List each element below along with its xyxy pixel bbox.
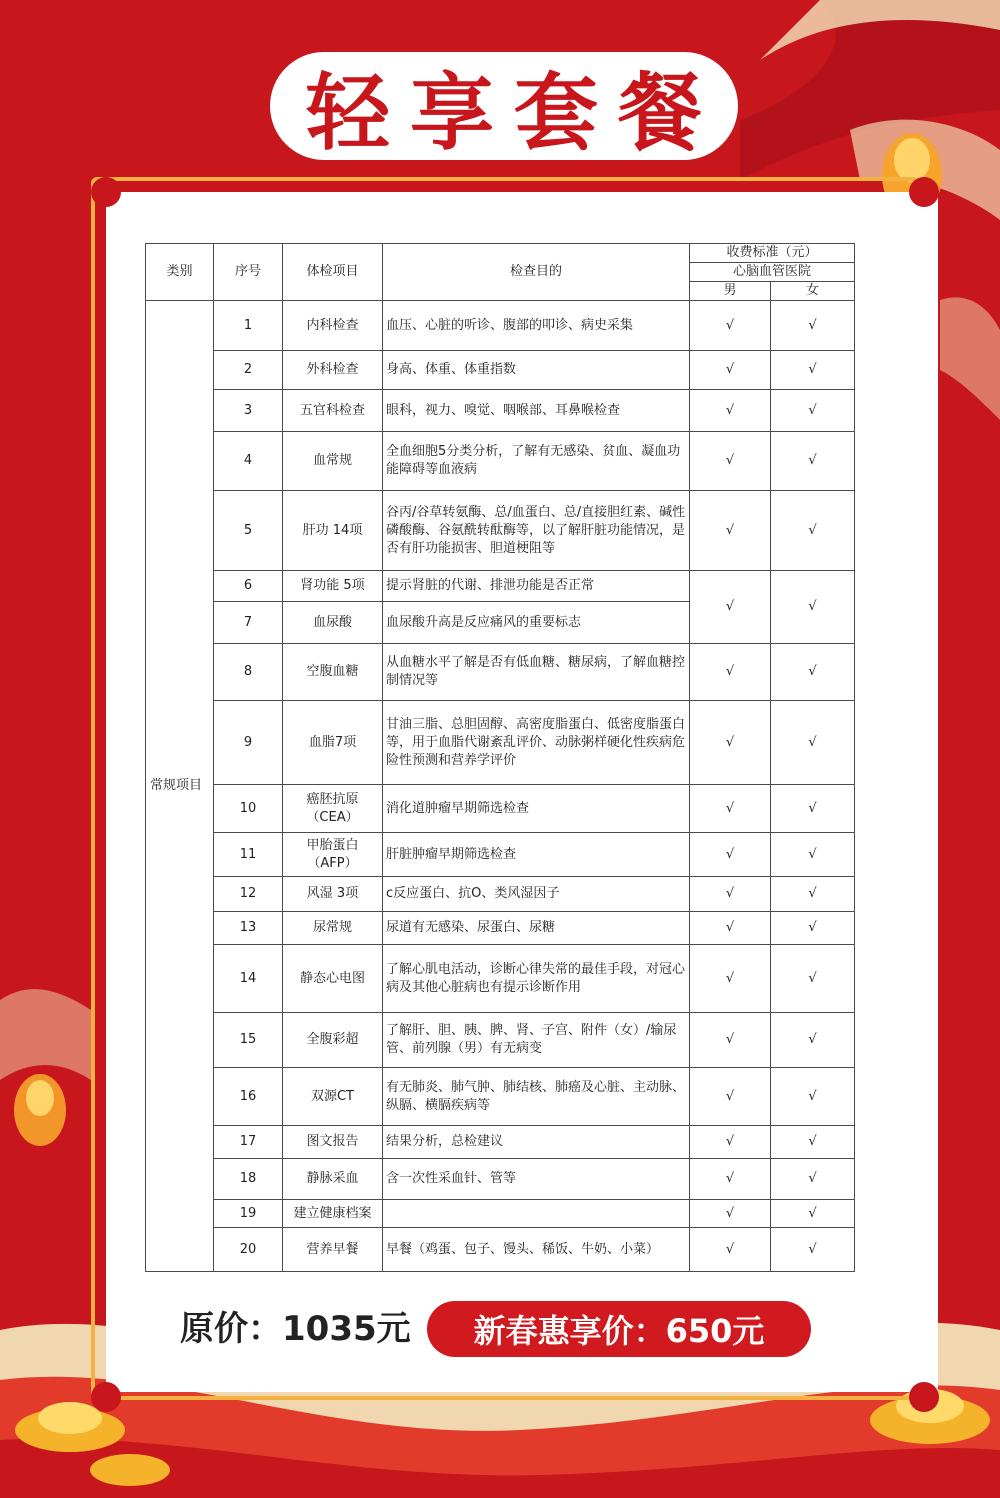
row-number: 17: [214, 1126, 283, 1159]
check-male: √: [690, 1013, 771, 1068]
row-number: 4: [214, 432, 283, 491]
check-male: √: [690, 644, 771, 701]
row-purpose: 早餐（鸡蛋、包子、馒头、稀饭、牛奶、小菜）: [383, 1228, 690, 1272]
table-row: [146, 644, 855, 701]
original-price: 原价：1035元: [180, 1309, 411, 1349]
row-purpose: 从血糖水平了解是否有低血糖、糖尿病，了解血糖控制情况等: [383, 644, 690, 701]
row-item: 营养早餐: [283, 1228, 383, 1272]
check-female: √: [771, 1159, 855, 1200]
header-category: 类别: [146, 244, 214, 301]
title-char: 享: [409, 63, 494, 162]
check-female: √: [771, 491, 855, 571]
table-row: [146, 390, 855, 432]
row-item: 五官科检查: [283, 390, 383, 432]
exam-table: [145, 243, 855, 1272]
row-number: 5: [214, 491, 283, 571]
row-number: 13: [214, 912, 283, 945]
row-purpose: 尿道有无感染、尿蛋白、尿糖: [383, 912, 690, 945]
row-purpose: 眼科，视力、嗅觉、咽喉部、耳鼻喉检查: [383, 390, 690, 432]
row-purpose: 身高、体重、体重指数: [383, 351, 690, 390]
row-item: 全腹彩超: [283, 1013, 383, 1068]
corner-decoration: [91, 177, 121, 207]
row-purpose: 了解心肌电活动，诊断心律失常的最佳手段，对冠心病及其他心脏病也有提示诊断作用: [383, 945, 690, 1013]
row-item: 血常规: [283, 432, 383, 491]
row-purpose: [383, 1200, 690, 1228]
row-number: 6: [214, 571, 283, 602]
lantern-icon: [14, 1074, 66, 1146]
sale-price-badge: 新春惠享价：650元: [427, 1301, 811, 1357]
header-purpose: 检查目的: [383, 244, 690, 301]
row-number: 16: [214, 1068, 283, 1126]
check-male: √: [690, 390, 771, 432]
check-male: √: [690, 785, 771, 833]
header-female: 女: [771, 282, 855, 301]
row-number: 19: [214, 1200, 283, 1228]
check-male: √: [690, 877, 771, 912]
row-purpose: 谷丙/谷草转氨酶、总/血蛋白、总/直接胆红素、碱性磷酸酶、谷氨酰转酞酶等，以了解肝脏功能情况，是否有肝功能损害、胆道梗阻等: [383, 491, 690, 571]
row-purpose: 提示肾脏的代谢、排泄功能是否正常: [383, 571, 690, 602]
check-male: √: [690, 491, 771, 571]
table-row: [146, 1013, 855, 1068]
check-male: √: [690, 351, 771, 390]
header-male: 男: [690, 282, 771, 301]
row-number: 10: [214, 785, 283, 833]
table-row: [146, 785, 855, 833]
table-row: [146, 432, 855, 491]
check-male: √: [690, 301, 771, 351]
table-row: [146, 351, 855, 390]
check-male: √: [690, 432, 771, 491]
row-purpose: c反应蛋白、抗O、类风湿因子: [383, 877, 690, 912]
check-male: √: [690, 1159, 771, 1200]
check-female: √: [771, 1013, 855, 1068]
check-male: √: [690, 1200, 771, 1228]
row-item: 空腹血糖: [283, 644, 383, 701]
row-purpose: 消化道肿瘤早期筛选检查: [383, 785, 690, 833]
row-purpose: 血尿酸升高是反应痛风的重要标志: [383, 602, 690, 644]
table-row: [146, 833, 855, 877]
check-female: √: [771, 701, 855, 785]
check-male: √: [690, 701, 771, 785]
row-number: 3: [214, 390, 283, 432]
header-item: 体检项目: [283, 244, 383, 301]
gold-ingot-icon: [90, 1454, 170, 1486]
check-male: √: [690, 833, 771, 877]
row-item: 甲胎蛋白（AFP）: [283, 833, 383, 877]
check-female: √: [771, 301, 855, 351]
row-number: 14: [214, 945, 283, 1013]
check-female: √: [771, 1228, 855, 1272]
row-purpose: 有无肺炎、肺气肿、肺结核、肺癌及心脏、主动脉、纵膈、横膈疾病等: [383, 1068, 690, 1126]
row-purpose: 结果分析，总检建议: [383, 1126, 690, 1159]
row-number: 2: [214, 351, 283, 390]
row-item: 图文报告: [283, 1126, 383, 1159]
row-number: 11: [214, 833, 283, 877]
check-female: √: [771, 644, 855, 701]
check-female: √: [771, 912, 855, 945]
row-item: 血脂7项: [283, 701, 383, 785]
table-row: [146, 1126, 855, 1159]
check-female: √: [771, 1200, 855, 1228]
check-male: √: [690, 571, 771, 644]
row-item: 静脉采血: [283, 1159, 383, 1200]
row-item: 癌胚抗原（CEA）: [283, 785, 383, 833]
row-item: 建立健康档案: [283, 1200, 383, 1228]
table-row: [146, 877, 855, 912]
row-item: 肾功能 5项: [283, 571, 383, 602]
row-purpose: 甘油三脂、总胆固醇、高密度脂蛋白、低密度脂蛋白等，用于血脂代谢紊乱评价、动脉粥样硬化性疾病危险性预测和营养学评价: [383, 701, 690, 785]
row-number: 18: [214, 1159, 283, 1200]
header-number: 序号: [214, 244, 283, 301]
check-male: √: [690, 912, 771, 945]
corner-decoration: [909, 1382, 939, 1412]
row-number: 9: [214, 701, 283, 785]
check-female: √: [771, 351, 855, 390]
table-row: [146, 1159, 855, 1200]
table-row: [146, 301, 855, 351]
title-char: 轻: [305, 63, 390, 162]
row-purpose: 全血细胞5分类分析，了解有无感染、贫血、凝血功能障碍等血液病: [383, 432, 690, 491]
row-number: 20: [214, 1228, 283, 1272]
row-item: 外科检查: [283, 351, 383, 390]
row-number: 1: [214, 301, 283, 351]
row-purpose: 含一次性采血针、管等: [383, 1159, 690, 1200]
check-male: √: [690, 1068, 771, 1126]
row-number: 12: [214, 877, 283, 912]
title-char: 套: [513, 63, 598, 162]
row-item: 内科检查: [283, 301, 383, 351]
table-row: [146, 912, 855, 945]
table-row: [146, 945, 855, 1013]
row-item: 尿常规: [283, 912, 383, 945]
category-cell: 常规项目: [146, 301, 214, 1272]
row-number: 15: [214, 1013, 283, 1068]
corner-decoration: [909, 177, 939, 207]
corner-decoration: [91, 1382, 121, 1412]
check-female: √: [771, 432, 855, 491]
check-male: √: [690, 945, 771, 1013]
row-item: 静态心电图: [283, 945, 383, 1013]
row-number: 8: [214, 644, 283, 701]
row-number: 7: [214, 602, 283, 644]
table-row: [146, 1228, 855, 1272]
table-row: [146, 1200, 855, 1228]
row-item: 肝功 14项: [283, 491, 383, 571]
page-title: [270, 52, 738, 160]
table-row: [146, 571, 855, 602]
row-item: 血尿酸: [283, 602, 383, 644]
check-female: √: [771, 833, 855, 877]
row-purpose: 血压、心脏的听诊、腹部的叩诊、病史采集: [383, 301, 690, 351]
row-purpose: 了解肝、胆、胰、脾、肾、子宫、附件（女）/输尿管、前列腺（男）有无病变: [383, 1013, 690, 1068]
title-char: 餐: [617, 63, 702, 162]
check-female: √: [771, 785, 855, 833]
row-item: 双源CT: [283, 1068, 383, 1126]
row-purpose: 肝脏肿瘤早期筛选检查: [383, 833, 690, 877]
table-row: [146, 491, 855, 571]
row-item: 风湿 3项: [283, 877, 383, 912]
header-fee: 收费标准（元）: [690, 244, 855, 263]
check-male: √: [690, 1126, 771, 1159]
check-female: √: [771, 945, 855, 1013]
check-male: √: [690, 1228, 771, 1272]
check-female: √: [771, 571, 855, 644]
check-female: √: [771, 877, 855, 912]
header-hospital: 心脑血管医院: [690, 263, 855, 282]
check-female: √: [771, 1068, 855, 1126]
table-row: [146, 701, 855, 785]
check-female: √: [771, 390, 855, 432]
check-female: √: [771, 1126, 855, 1159]
table-row: [146, 1068, 855, 1126]
